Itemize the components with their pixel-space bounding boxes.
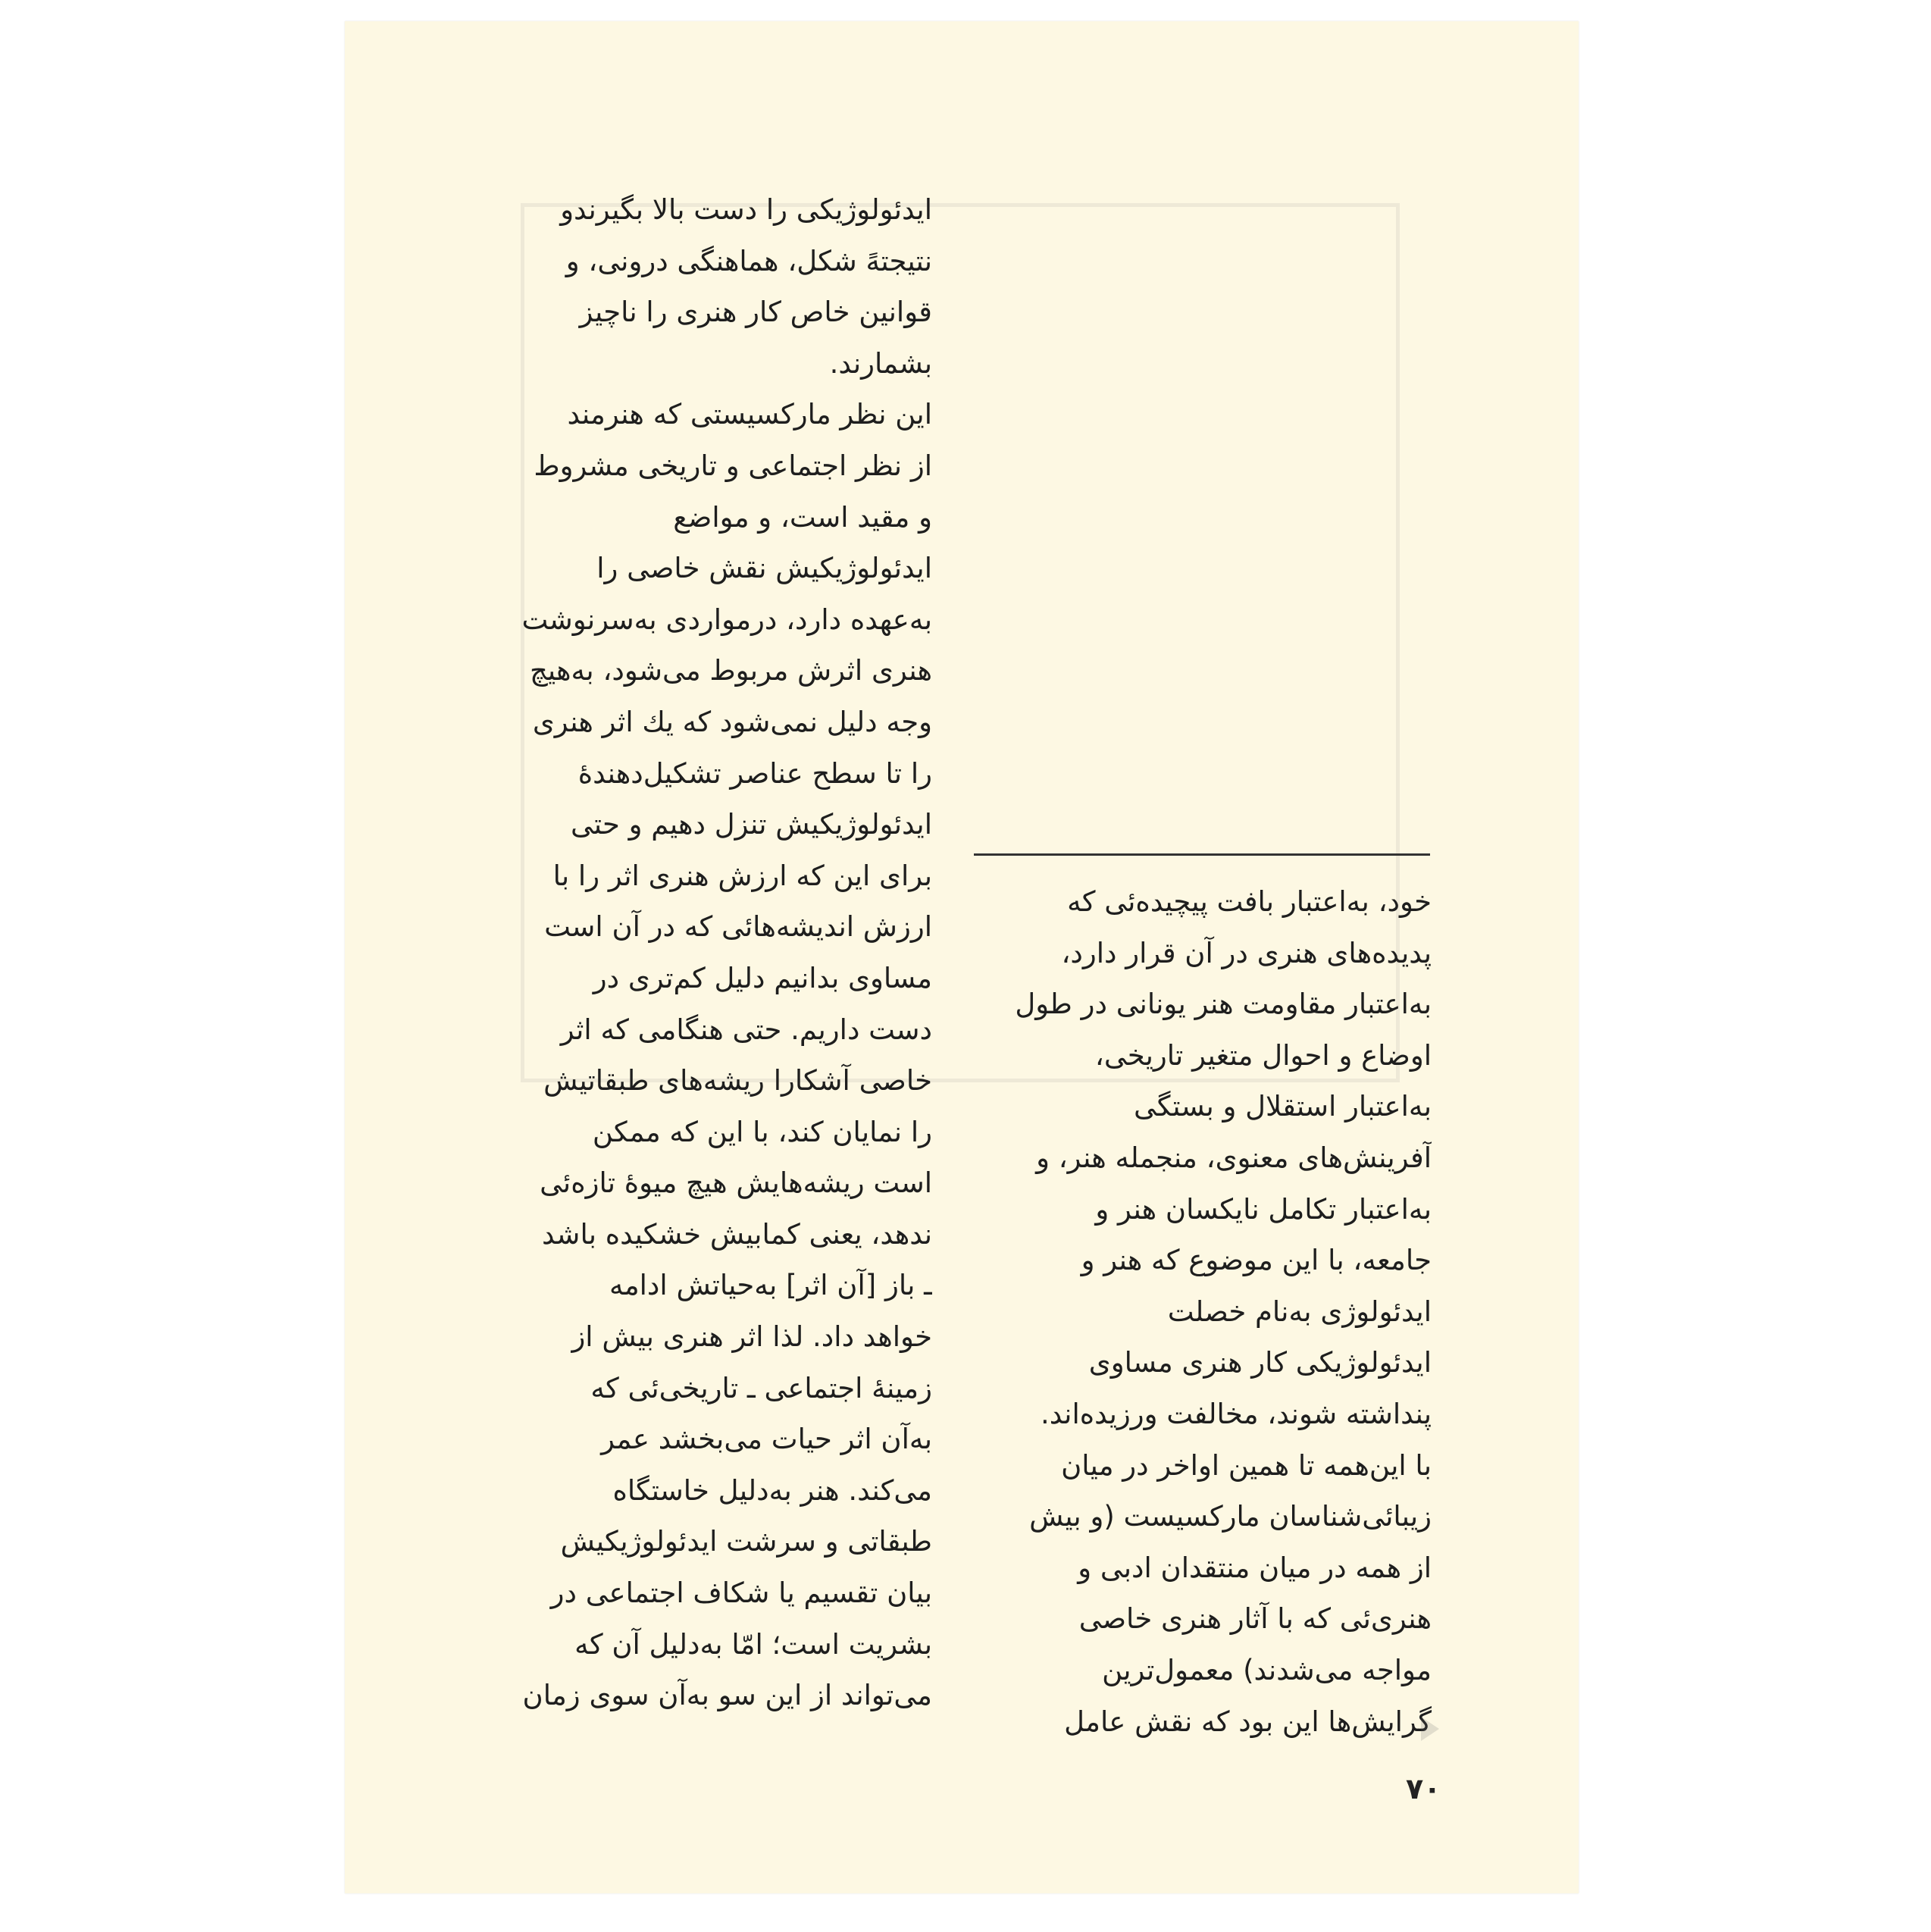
text-line: مواجه می‌شدند) معمول‌ترین	[1102, 1653, 1432, 1686]
text-line: گرایش‌ها این بود که نقش عامل	[1064, 1705, 1432, 1738]
text-line: برای این که ارزش هنری اثر را با	[552, 859, 932, 892]
text-line: جامعه، با این موضوع که هنر و	[1081, 1244, 1432, 1277]
text-line: بشریت است؛ امّا به‌دلیل آن که	[574, 1627, 932, 1661]
text-line: ارزش اندیشه‌هائی که در آن است	[544, 910, 932, 944]
text-line: ایدئولوژیکی را دست بالا بگیرندو	[560, 193, 932, 226]
right-text-column	[987, 876, 1432, 1747]
text-line: و مقید است، و مواضع	[673, 500, 932, 534]
text-line: طبقاتی و سرشت ایدئولوژیکیش	[560, 1525, 932, 1558]
text-line: به‌اعتبار استقلال و بستگی	[1134, 1090, 1432, 1123]
text-line: ایدئولوژیکیش نقش خاصی را	[596, 552, 932, 585]
text-line: می‌تواند از این سو به‌آن سوی زمان	[522, 1679, 932, 1712]
text-line: این نظر مارکسیستی که هنرمند	[567, 398, 932, 431]
book-page	[345, 21, 1579, 1893]
text-line: می‌کند. هنر به‌دلیل خاستگاه	[612, 1473, 932, 1507]
text-line: زمینهٔ اجتماعی ـ تاریخی‌ئی که	[590, 1371, 932, 1404]
text-line: از نظر اجتماعی و تاریخی مشروط	[534, 449, 932, 482]
text-line: خود، به‌اعتبار بافت پیچیده‌ئی که	[1067, 885, 1432, 918]
text-line: خواهد داد. لذا اثر هنری بیش از	[571, 1320, 932, 1354]
text-line: هنری اثرش مربوط می‌شود، به‌هیچ	[529, 654, 932, 687]
text-line: پنداشته شوند، مخالفت ورزیده‌اند.	[1041, 1397, 1432, 1430]
text-line: قوانین خاص کار هنری را ناچیز	[579, 296, 932, 329]
text-line: ایدئولوژیکی کار هنری مساوی	[1088, 1346, 1432, 1379]
text-line: زیبائی‌شناسان مارکسیست (و بیش	[1029, 1500, 1432, 1533]
text-line: به‌اعتبار تکامل نایکسان هنر و	[1095, 1192, 1432, 1226]
text-line: دست داریم. حتی هنگامی که اثر	[560, 1013, 932, 1046]
text-line: از همه در میان منتقدان ادبی و	[1078, 1551, 1432, 1584]
text-line: ـ باز [آن اثر] به‌حیاتش ادامه	[609, 1269, 932, 1302]
text-line: است ریشه‌هایش هیچ میوهٔ تازه‌ئی	[540, 1166, 932, 1200]
text-line: با این‌همه تا همین اواخر در میان	[1061, 1448, 1432, 1482]
text-line: هنری‌ئی که با آثار هنری خاصی	[1078, 1602, 1432, 1636]
page-number: ۷۰	[1406, 1772, 1441, 1805]
text-line: پدیده‌های هنری در آن قرار دارد،	[1061, 936, 1432, 969]
text-line: ایدئولوژی به‌نام خصلت	[1167, 1295, 1432, 1328]
text-line: به‌اعتبار مقاومت هنر یونانی در طول	[1015, 988, 1432, 1021]
text-line: وجه دلیل نمی‌شود که یك اثر هنری	[532, 705, 932, 738]
show-through-triangle-icon	[1421, 1717, 1439, 1741]
text-line: نتیجتهً شکل، هماهنگی درونی، و	[565, 244, 932, 277]
text-line: اوضاع و احوال متغیر تاریخی،	[1094, 1038, 1432, 1072]
text-line: مساوی بدانیم دلیل کم‌تری در	[593, 961, 932, 994]
text-line: خاصی آشکارا ریشه‌های طبقاتیش	[543, 1064, 932, 1098]
text-line: بیان تقسیم یا شکاف اجتماعی در	[550, 1577, 932, 1610]
text-line: ندهد، یعنی کمابیش خشکیده باشد	[542, 1217, 932, 1251]
text-line: به‌آن اثر حیات می‌بخشد عمر	[601, 1423, 932, 1456]
section-divider	[974, 853, 1430, 856]
text-line: را تا سطح عناصر تشکیل‌دهندهٔ	[577, 756, 932, 790]
text-line: را نمایان کند، با این که ممکن	[592, 1115, 932, 1148]
text-line: ایدئولوژیکیش تنزل دهیم و حتی	[570, 808, 932, 841]
text-line: آفرینش‌های معنوی، منجمله هنر، و	[1036, 1141, 1432, 1174]
text-line: بشمارند.	[829, 346, 932, 380]
left-text-column	[485, 184, 932, 1721]
text-line: به‌عهده دارد، درمواردی به‌سرنوشت	[521, 603, 932, 636]
